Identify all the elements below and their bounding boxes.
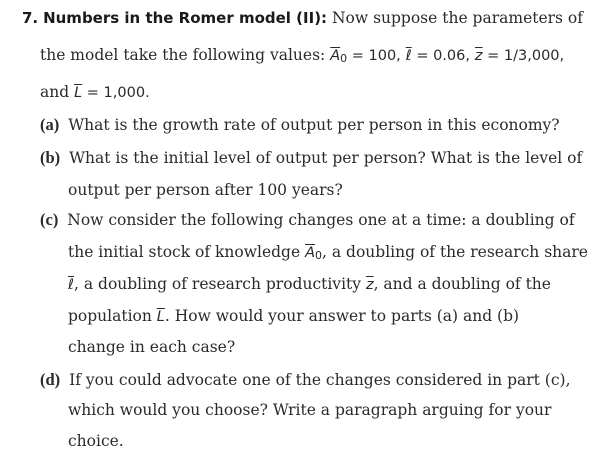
part-c (40, 210, 575, 230)
part-b-label: (b) (40, 148, 61, 167)
part-b-line2: output per person after 100 years? (68, 181, 343, 199)
problem-title: Numbers in the Romer model (II): (43, 9, 328, 27)
param-ell: ℓ = 0.06, (405, 48, 470, 64)
part-b-cont (68, 180, 343, 200)
part-d (40, 370, 571, 390)
part-a-text: What is the growth rate of output per person in this economy? (68, 116, 560, 134)
problem-intro-line2: the model take the following values: (40, 46, 326, 64)
part-c-line3: ℓ, a doubling of research productivity $\overline{z}$, and a doubling of the (68, 275, 551, 293)
part-b (40, 148, 582, 168)
param-a0-ref: $\overline{A}_0$ (305, 245, 323, 262)
part-c-label: (c) (40, 210, 59, 229)
param-L-ref: $\overline{L}$ (156, 309, 165, 325)
param-ell-ref: ℓ (68, 277, 74, 293)
problem-parameters-cont (40, 82, 150, 103)
part-c-line4: population $\overline{L}$. How would your answer to parts (a) and (b) (68, 307, 520, 325)
problem-heading (22, 8, 583, 28)
param-z: $\overline{z} = 1/3,000$, (474, 48, 565, 64)
part-d-line3: choice. (68, 432, 124, 450)
param-a0: $\overline{A}_0 = 100$, (330, 48, 401, 65)
part-b-line1: What is the initial level of output per person? What is the level of (69, 149, 583, 167)
problem-intro-line1: Now suppose the parameters of (331, 9, 583, 27)
part-d-line2: which would you choose? Write a paragraph arguing for your (68, 401, 552, 419)
part-c-line2: the initial stock of knowledge $\overline{A}_0$, a doubling of the research share (68, 243, 588, 262)
part-a (40, 115, 560, 135)
param-z-ref: $\overline{z}$ (365, 277, 374, 293)
part-c-line1: Now consider the following changes one at a time: a doubling of (67, 211, 575, 229)
part-d-line1: If you could advocate one of the changes considered in part (c), (69, 371, 571, 389)
problem-parameters (40, 45, 564, 66)
problem-number: 7. (22, 9, 39, 27)
problem-intro-line3: and (40, 83, 70, 101)
part-d-label: (d) (40, 370, 61, 389)
param-L: $\overline{L} = 1,000$. (74, 85, 150, 101)
part-a-label: (a) (40, 115, 60, 134)
part-c-line5: change in each case? (68, 338, 236, 356)
